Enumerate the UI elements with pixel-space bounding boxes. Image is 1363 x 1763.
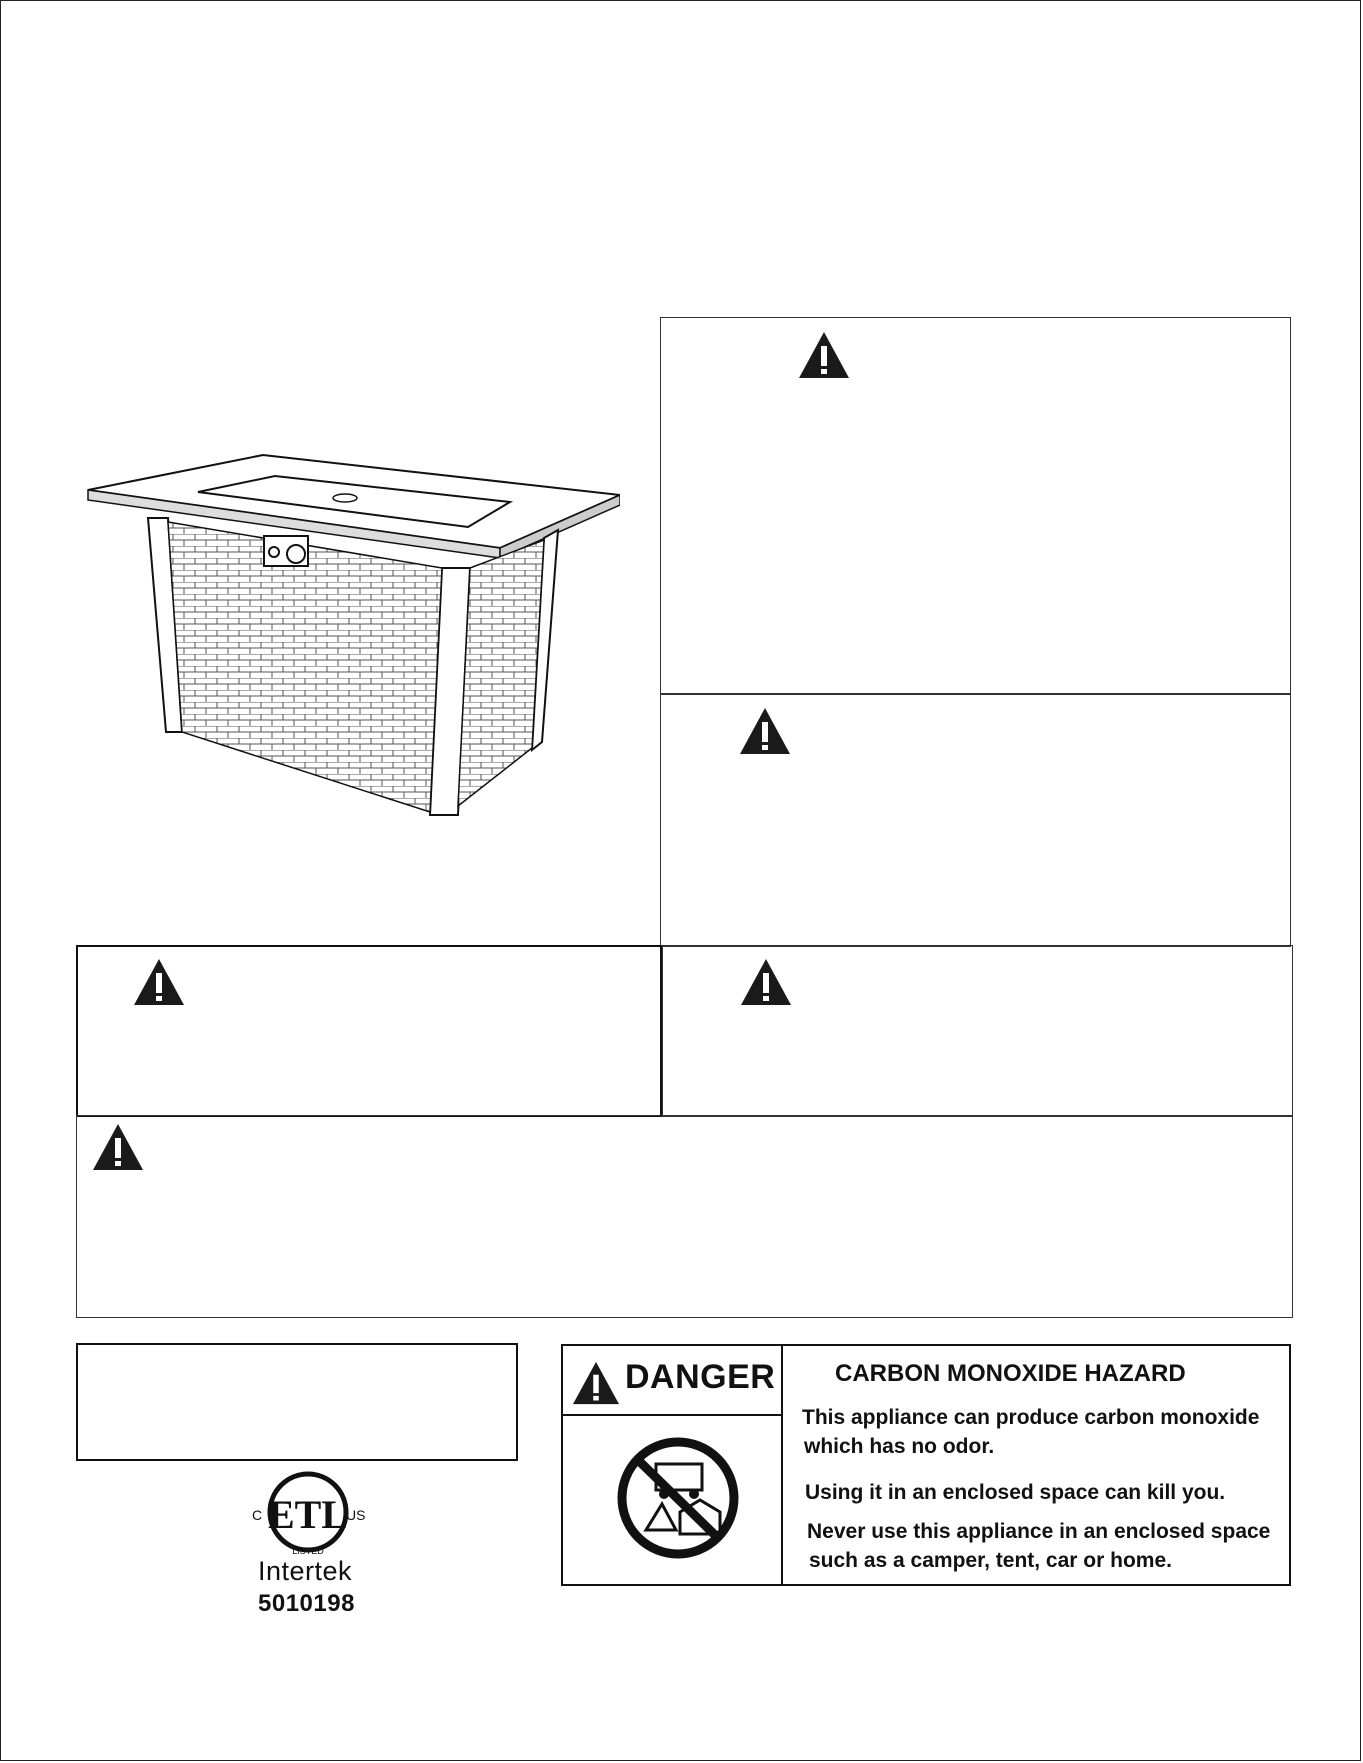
- hazard-text-line-2: which has no odor.: [804, 1435, 995, 1458]
- certifying-lab: Intertek: [258, 1556, 353, 1586]
- danger-word: DANGER: [625, 1358, 776, 1396]
- etl-listed-logo: [246, 1470, 370, 1562]
- hazard-text-line-4: Never use this appliance in an enclosed space: [807, 1520, 1271, 1543]
- warning-triangle-icon: [738, 706, 792, 756]
- etl-listed: LISTED: [292, 1546, 324, 1556]
- etl-mark: ETL: [267, 1492, 349, 1537]
- warning-triangle-icon: [739, 957, 793, 1007]
- hazard-text-line-1: This appliance can produce carbon monoxide: [802, 1406, 1260, 1429]
- etl-c: C: [252, 1507, 263, 1523]
- info-box: [76, 1343, 518, 1461]
- danger-header: [563, 1346, 781, 1416]
- warning-triangle-icon: [132, 957, 186, 1007]
- etl-us: US: [346, 1507, 366, 1523]
- warning-triangle-icon: [91, 1122, 145, 1172]
- danger-label: [561, 1344, 1291, 1586]
- warning-box-1: [660, 317, 1291, 694]
- warning-triangle-icon: [797, 330, 851, 380]
- no-enclosed-space-icon: [616, 1434, 740, 1562]
- fire-pit-table-illustration: [80, 450, 620, 830]
- warning-triangle-icon: [571, 1360, 621, 1406]
- warning-box-5: [76, 1115, 1293, 1318]
- hazard-text-line-3: Using it in an enclosed space can kill you.: [805, 1481, 1226, 1504]
- hazard-text-line-5: such as a camper, tent, car or home.: [809, 1549, 1172, 1572]
- danger-left-column: [563, 1346, 783, 1584]
- hazard-title: CARBON MONOXIDE HAZARD: [835, 1360, 1186, 1387]
- certification-number: 5010198: [258, 1590, 355, 1617]
